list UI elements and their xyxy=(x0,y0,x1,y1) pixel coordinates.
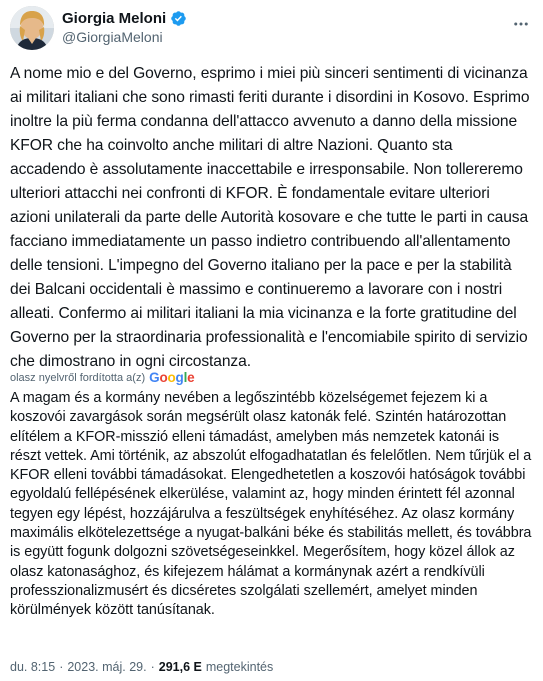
tweet-translated-text: A magam és a kormány nevében a legőszintébb közelségemet fejezem ki a koszovói zavargások során megsérült olasz katonák felé. Szintén határozottan elítélem a KFOR-misszió elleni támadást, amelyben más nemzetek katonái is részt vettek. Ami történik, az abszolút elfogadhatatlan és felelőtlen. Nem tűrjük el a KFOR elleni további támadásokat. Elengedhetetlen a koszovói hatóságok további egyoldalú fellépésének elkerülése, valamint az, hogy minden érintett fél azonnal tegyen egy lépést, hozzájárulva a feszültségek enyhítéséhez. Az olasz kormány maximális elkötelezettsége a nyugat-balkáni béke és stabilitás mellett, és továbbra is együtt fogunk dolgozni szövetségeseinkkel. Megerősítem, hogy közel állok az olasz katonasághoz, és kifejezem hálámat a kormánynak azért a rendkívüli professzionalizmusért és dicséretes szolgálati szellemért, amelyet minden körülmények között tanúsítanak. xyxy=(10,390,532,619)
avatar[interactable] xyxy=(10,6,54,50)
tweet-date[interactable]: 2023. máj. 29. xyxy=(67,660,147,674)
translation-attribution xyxy=(10,369,194,387)
views-label: megtekintés xyxy=(205,660,274,674)
meta-separator: · xyxy=(59,660,64,674)
author-display-name[interactable]: Giorgia Meloni xyxy=(62,10,167,27)
more-options-icon[interactable] xyxy=(509,12,533,36)
author-handle[interactable]: @GiorgiaMeloni xyxy=(62,29,163,45)
tweet-header xyxy=(10,6,533,50)
google-logo-icon: Google xyxy=(149,370,195,385)
views-count[interactable]: 291,6 E xyxy=(158,660,202,674)
tweet-time[interactable]: du. 8:15 xyxy=(10,660,56,674)
verified-badge-icon[interactable] xyxy=(170,10,187,27)
author-info xyxy=(62,9,187,47)
meta-separator: · xyxy=(150,660,155,674)
tweet-meta xyxy=(10,657,273,677)
author-name-row xyxy=(62,9,187,28)
translation-label: olasz nyelvről fordította a(z) xyxy=(10,372,146,384)
avatar-photo-icon xyxy=(10,6,54,50)
tweet-original-text: A nome mio e del Governo, esprimo i miei più sinceri sentimenti di vicinanza ai militari italiani che sono rimasti feriti durante i disordini in Kosovo. Esprimo inoltre la più ferma condanna dell'attacco avvenuto a danno della missione KFOR che ha coinvolto anche militari di altre Nazioni. Quanto sta accadendo è assolutamente inaccettabile e irresponsabile. Non tollereremo ulteriori attacchi nei confronti di KFOR. È fondamentale evitare ulteriori azioni unilaterali da parte delle Autorità kosovare e che tutte le parti in causa facciano immediatamente un passo indietro contribuendo all'allentamento delle tensioni. L'impegno del Governo italiano per la pace e per la stabilità dei Balcani occidentali è massimo e continueremo a lavorare con i nostri alleati. Confermo ai militari italiani la mia vicinanza e la forte gratitudine del Governo per la straordinaria professionalità e l'encomiabile spirito di servizio che dimostrano in ogni circostanza. xyxy=(10,65,530,370)
